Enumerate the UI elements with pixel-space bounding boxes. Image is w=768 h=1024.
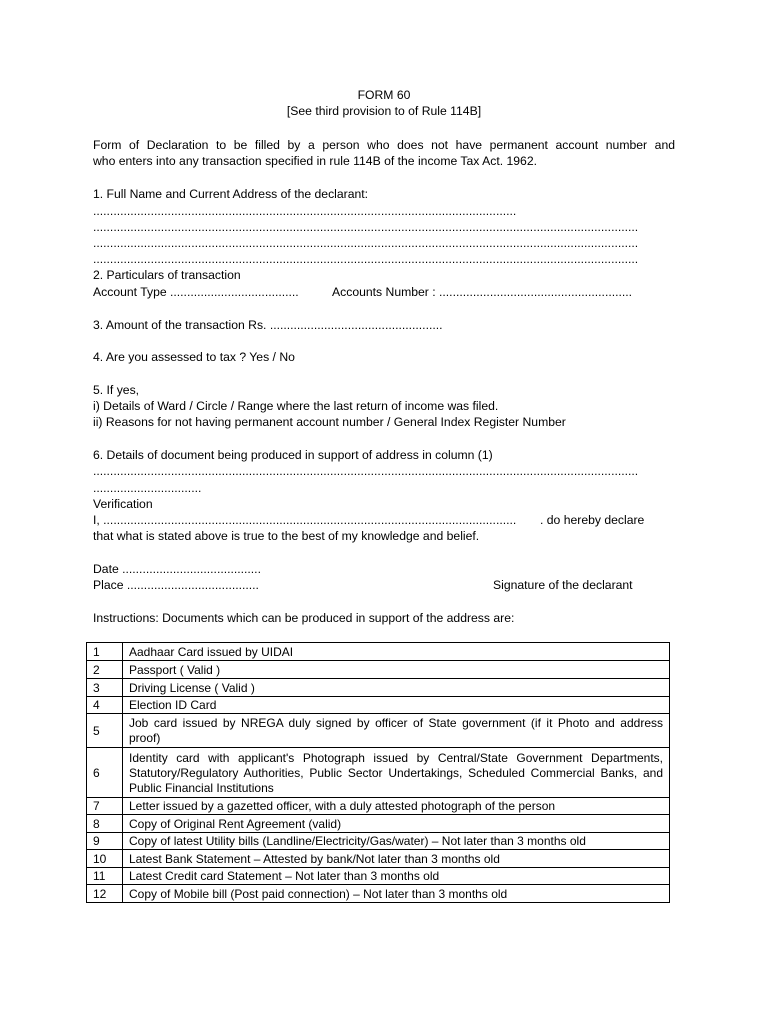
row-number: 12	[87, 885, 123, 903]
row-text: Letter issued by a gazetted officer, with a duly attested photograph of the person	[123, 798, 670, 815]
intro-line-2: who enters into any transaction specified in rule 114B of the income Tax Act. 1962.	[93, 154, 537, 168]
row-text: Latest Credit card Statement – Not later than 3 months old	[123, 868, 670, 885]
section-5-label: 5. If yes,	[93, 383, 140, 397]
section-4-assessed[interactable]: 4. Are you assessed to tax ? Yes / No	[93, 350, 295, 364]
signature-label: Signature of the declarant	[493, 578, 633, 592]
verification-heading: Verification	[93, 497, 153, 511]
row-text: Passport ( Valid )	[123, 661, 670, 679]
address-line-2[interactable]: .................................................................................................................................................................	[93, 220, 639, 234]
table-row	[87, 714, 670, 748]
row-number: 9	[87, 833, 123, 850]
row-number: 6	[87, 748, 123, 798]
section-6-label: 6. Details of document being produced in support of address in column (1)	[93, 448, 493, 462]
table-row	[87, 850, 670, 868]
row-number: 4	[87, 697, 123, 714]
declare-text: . do hereby declare	[540, 513, 645, 527]
address-line-1[interactable]: .............................................................................................................................	[93, 204, 517, 218]
row-text: Election ID Card	[123, 697, 670, 714]
section-5-item-ii: ii) Reasons for not having permanent account number / General Index Register Number	[93, 415, 566, 429]
declarant-name-field[interactable]: I, ..........................................................................................................................	[93, 513, 517, 527]
documents-table	[86, 642, 670, 903]
document-line-2[interactable]: ................................	[93, 481, 202, 495]
row-text: Identity card with applicant's Photograph issued by Central/State Government Departments, Statutory/Regulatory Authorities, Public Sector Undertakings, Scheduled Commercial Banks, and Public Financial Institutions	[123, 748, 670, 798]
table-row	[87, 798, 670, 815]
row-text: Latest Bank Statement – Attested by bank/Not later than 3 months old	[123, 850, 670, 868]
row-text: Copy of latest Utility bills (Landline/Electricity/Gas/water) – Not later than 3 months old	[123, 833, 670, 850]
table-row	[87, 815, 670, 833]
section-5-item-i: i) Details of Ward / Circle / Range where the last return of income was filed.	[93, 399, 499, 413]
accounts-number-field[interactable]: Accounts Number : .........................................................	[332, 285, 633, 299]
table-row	[87, 833, 670, 850]
table-row	[87, 643, 670, 661]
row-text: Job card issued by NREGA duly signed by officer of State government (if it Photo and address proof)	[123, 714, 670, 748]
table-row	[87, 661, 670, 679]
row-number: 10	[87, 850, 123, 868]
form-title: FORM 60	[357, 88, 411, 102]
table-row	[87, 697, 670, 714]
row-text: Copy of Original Rent Agreement (valid)	[123, 815, 670, 833]
instructions-label: Instructions: Documents which can be produced in support of the address are:	[93, 611, 515, 625]
section-2-label: 2. Particulars of transaction	[93, 268, 241, 282]
row-text: Aadhaar Card issued by UIDAI	[123, 643, 670, 661]
row-number: 11	[87, 868, 123, 885]
date-field[interactable]: Date .........................................	[93, 562, 261, 576]
intro-line-1: Form of Declaration to be filled by a person who does not have permanent account number and	[93, 138, 675, 152]
table-row	[87, 868, 670, 885]
row-number: 8	[87, 815, 123, 833]
table-row	[87, 679, 670, 697]
table-row	[87, 748, 670, 798]
section-1-label: 1. Full Name and Current Address of the declarant:	[93, 187, 369, 201]
row-number: 1	[87, 643, 123, 661]
row-number: 2	[87, 661, 123, 679]
declaration-statement: that what is stated above is true to the best of my knowledge and belief.	[93, 529, 480, 543]
place-field[interactable]: Place .......................................	[93, 578, 259, 592]
document-line-1[interactable]: .................................................................................................................................................................	[93, 464, 639, 478]
address-line-3[interactable]: .................................................................................................................................................................	[93, 236, 639, 250]
table-row	[87, 885, 670, 903]
form-subtitle: [See third provision to of Rule 114B]	[286, 104, 482, 118]
row-number: 5	[87, 714, 123, 748]
section-3-amount[interactable]: 3. Amount of the transaction Rs. ...................................................	[93, 318, 443, 332]
row-text: Copy of Mobile bill (Post paid connection) – Not later than 3 months old	[123, 885, 670, 903]
row-number: 3	[87, 679, 123, 697]
row-number: 7	[87, 798, 123, 815]
account-type-field[interactable]: Account Type ......................................	[93, 285, 299, 299]
address-line-4[interactable]: .................................................................................................................................................................	[93, 252, 639, 266]
row-text: Driving License ( Valid )	[123, 679, 670, 697]
